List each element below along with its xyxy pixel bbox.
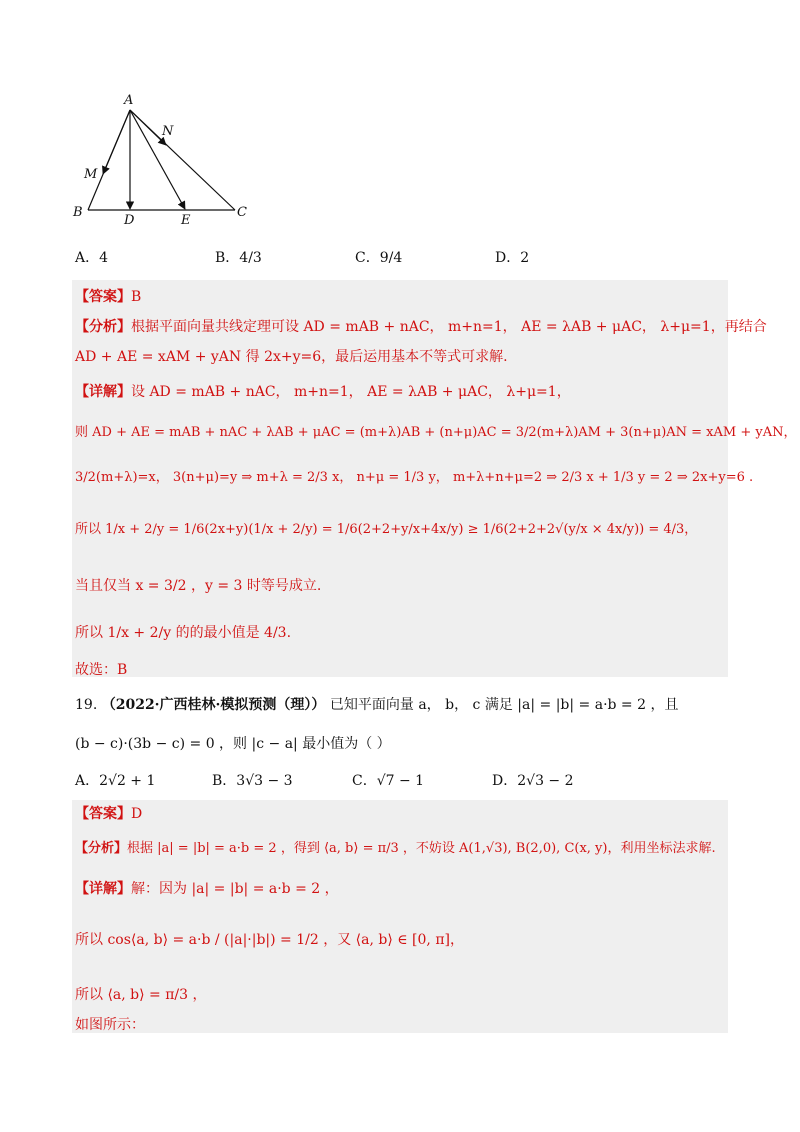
q19-detail-line4: 如图所示： bbox=[75, 1017, 145, 1033]
q18-option-a[interactable]: A．4 bbox=[75, 250, 109, 266]
vector-an bbox=[130, 110, 166, 145]
label-a: A bbox=[124, 93, 134, 108]
q19-detail-line2: 所以 cos⟨a, b⟩ = a·b / (|a|·|b|) = 1/2 ，又 ⟨a, b⟩ ∈ [0, π]， bbox=[75, 932, 464, 948]
q19-number: 19. bbox=[75, 697, 98, 713]
q18-detail-line3: 3/2(m+λ)=x， 3(n+μ)=y ⇒ m+λ = 2/3 x， n+μ = 1/3 y， m+λ+n+μ=2 ⇒ 2/3 x + 1/3 y = 2 ⇒ 2x+y=6 . bbox=[75, 470, 754, 485]
label-m: M bbox=[84, 167, 98, 182]
q18-conclusion: 故选：B bbox=[75, 662, 128, 678]
triangle-figure bbox=[70, 90, 260, 230]
label-b: B bbox=[73, 205, 83, 220]
q18-option-c[interactable]: C．9/4 bbox=[355, 250, 403, 266]
q19-detail-line3: 所以 ⟨a, b⟩ = π/3 ， bbox=[75, 987, 207, 1003]
q18-option-b[interactable]: B．4/3 bbox=[215, 250, 262, 266]
label-d: D bbox=[124, 213, 135, 228]
vector-ae bbox=[130, 110, 185, 209]
q18-detail-line6: 所以 1/x + 2/y 的的最小值是 4/3. bbox=[75, 625, 292, 641]
q18-detail-line5: 当且仅当 x = 3/2 ，y = 3 时等号成立. bbox=[75, 578, 322, 594]
q18-analysis-line1: 【分析】根据平面向量共线定理可设 AD = mAB + nAC， m+n=1， AE = λAB + μAC， λ+μ=1，再结合 bbox=[75, 319, 767, 335]
label-e: E bbox=[181, 213, 191, 228]
q19-option-d[interactable]: D．2√3 − 2 bbox=[492, 773, 574, 789]
vector-am bbox=[103, 110, 130, 174]
q18-detail-line4: 所以 1/x + 2/y = 1/6(2x+y)(1/x + 2/y) = 1/6(2+2+y/x+4x/y) ≥ 1/6(2+2+2√(y/x × 4x/y)) = 4/3， bbox=[75, 522, 698, 537]
q18-detail-line1: 【详解】设 AD = mAB + nAC， m+n=1， AE = λAB + μAC， λ+μ=1， bbox=[75, 384, 571, 400]
label-n: N bbox=[162, 124, 174, 139]
q18-option-d[interactable]: D．2 bbox=[495, 250, 530, 266]
q19-source: （2022·广西桂林·模拟预测（理）） bbox=[101, 697, 326, 713]
q18-analysis-line2: AD + AE = xAM + yAN 得 2x+y=6，最后运用基本不等式可求解. bbox=[75, 349, 508, 365]
q19-option-b[interactable]: B．3√3 − 3 bbox=[212, 773, 293, 789]
q19-answer: 【答案】D bbox=[75, 806, 143, 822]
q19-stem-text: 已知平面向量 a， b， c 满足 |a| = |b| = a·b = 2 ，且 bbox=[329, 697, 679, 713]
label-c: C bbox=[237, 205, 247, 220]
q19-stem-line1 bbox=[75, 694, 678, 714]
q19-analysis: 【分析】根据 |a| = |b| = a·b = 2 ，得到 ⟨a, b⟩ = π/3 ，不妨设 A(1,√3), B(2,0), C(x, y)，利用坐标法求解. bbox=[75, 841, 716, 856]
q19-option-a[interactable]: A．2√2 + 1 bbox=[75, 773, 156, 789]
q19-option-c[interactable]: C．√7 − 1 bbox=[352, 773, 425, 789]
q19-detail-line1: 【详解】解：因为 |a| = |b| = a·b = 2 ， bbox=[75, 881, 339, 897]
q19-stem-line2: (b − c)·(3b − c) = 0 ，则 |c − a| 最小值为（ ） bbox=[75, 736, 391, 752]
q18-detail-line2: 则 AD + AE = mAB + nAC + λAB + μAC = (m+λ)AB + (n+μ)AC = 3/2(m+λ)AM + 3(n+μ)AN = xAM + yAN， bbox=[75, 425, 797, 440]
q18-answer: 【答案】B bbox=[75, 289, 142, 305]
